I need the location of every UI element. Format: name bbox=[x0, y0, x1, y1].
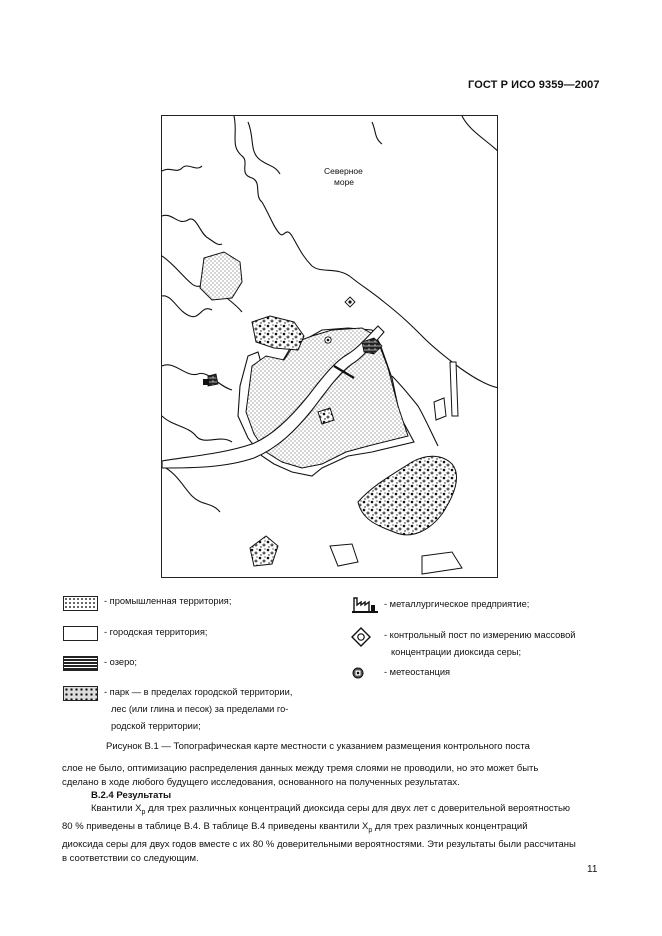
legend-industrial-label: - промышленная территория; bbox=[104, 596, 232, 606]
sea-label: Северное bbox=[324, 166, 363, 176]
weather-station-icon bbox=[325, 337, 331, 343]
text-line: 80 % приведены в таблице В.4. В таблице В.4 приведены квантили $X_p$ для трех различных концентраций bbox=[62, 820, 528, 834]
text-line: диоксида серы для двух годов вместе с их 80 % доверительными вероятностями. Эти результаты были рассчитаны bbox=[62, 838, 576, 850]
sea-label-line2: море bbox=[334, 177, 355, 187]
weather-station-icon bbox=[203, 379, 209, 385]
park-area bbox=[250, 536, 278, 566]
section-title: В.2.4 Результаты bbox=[91, 790, 172, 801]
industrial-zone-north bbox=[200, 252, 242, 300]
weather-station-icon bbox=[352, 667, 364, 679]
legend-urban-label: - городская территория; bbox=[104, 627, 208, 637]
legend-park-line: родской территории; bbox=[111, 721, 201, 731]
legend-park-label bbox=[104, 684, 292, 735]
text-line: в соответствии со следующим. bbox=[62, 852, 199, 864]
page-number: 11 bbox=[587, 864, 598, 875]
legend-weather-station-label: - метеостанция bbox=[384, 667, 451, 677]
text-line: слое не было, оптимизацию распределения данных между тремя слоями не проводили, но это может быть bbox=[62, 763, 539, 774]
legend-park-line: - парк — в пределах городской территории, bbox=[104, 687, 293, 697]
document-header: ГОСТ Р ИСО 9359—2007 bbox=[468, 79, 600, 91]
figure-caption: Рисунок В.1 — Топографическая карте местности с указанием размещения контрольного поста bbox=[106, 741, 530, 752]
legend-lake-swatch bbox=[63, 656, 98, 671]
text-line: сделано в ходе любого будущего исследования, основанного на полученных результатах. bbox=[62, 777, 460, 788]
legend-control-post-label bbox=[384, 627, 575, 661]
results-paragraph bbox=[62, 802, 600, 866]
topographic-map bbox=[161, 115, 498, 578]
legend-urban-swatch bbox=[63, 626, 98, 641]
text-line: Квантили $X_p$ для трех различных концентраций диоксида серы для двух лет с доверительной вероятностью bbox=[91, 803, 571, 816]
legend-metallurgical-label: - металлургическое предприятие; bbox=[384, 599, 530, 609]
control-post-icon bbox=[345, 297, 355, 307]
control-post-icon bbox=[351, 627, 371, 647]
legend-lake-label: - озеро; bbox=[104, 657, 137, 667]
paragraph-continuation bbox=[62, 762, 600, 790]
park-area bbox=[358, 456, 457, 535]
legend-park-line: лес (или глина и песок) за пределами го- bbox=[111, 704, 289, 714]
park-area bbox=[252, 316, 304, 350]
legend-control-post-line: - контрольный пост по измерению массовой bbox=[384, 630, 576, 640]
metallurgical-plant-icon bbox=[352, 594, 378, 614]
lake bbox=[208, 374, 218, 386]
legend-park-swatch bbox=[63, 686, 98, 701]
legend-industrial-swatch bbox=[63, 596, 98, 611]
legend-control-post-line: концентрации диоксида серы; bbox=[391, 647, 522, 657]
